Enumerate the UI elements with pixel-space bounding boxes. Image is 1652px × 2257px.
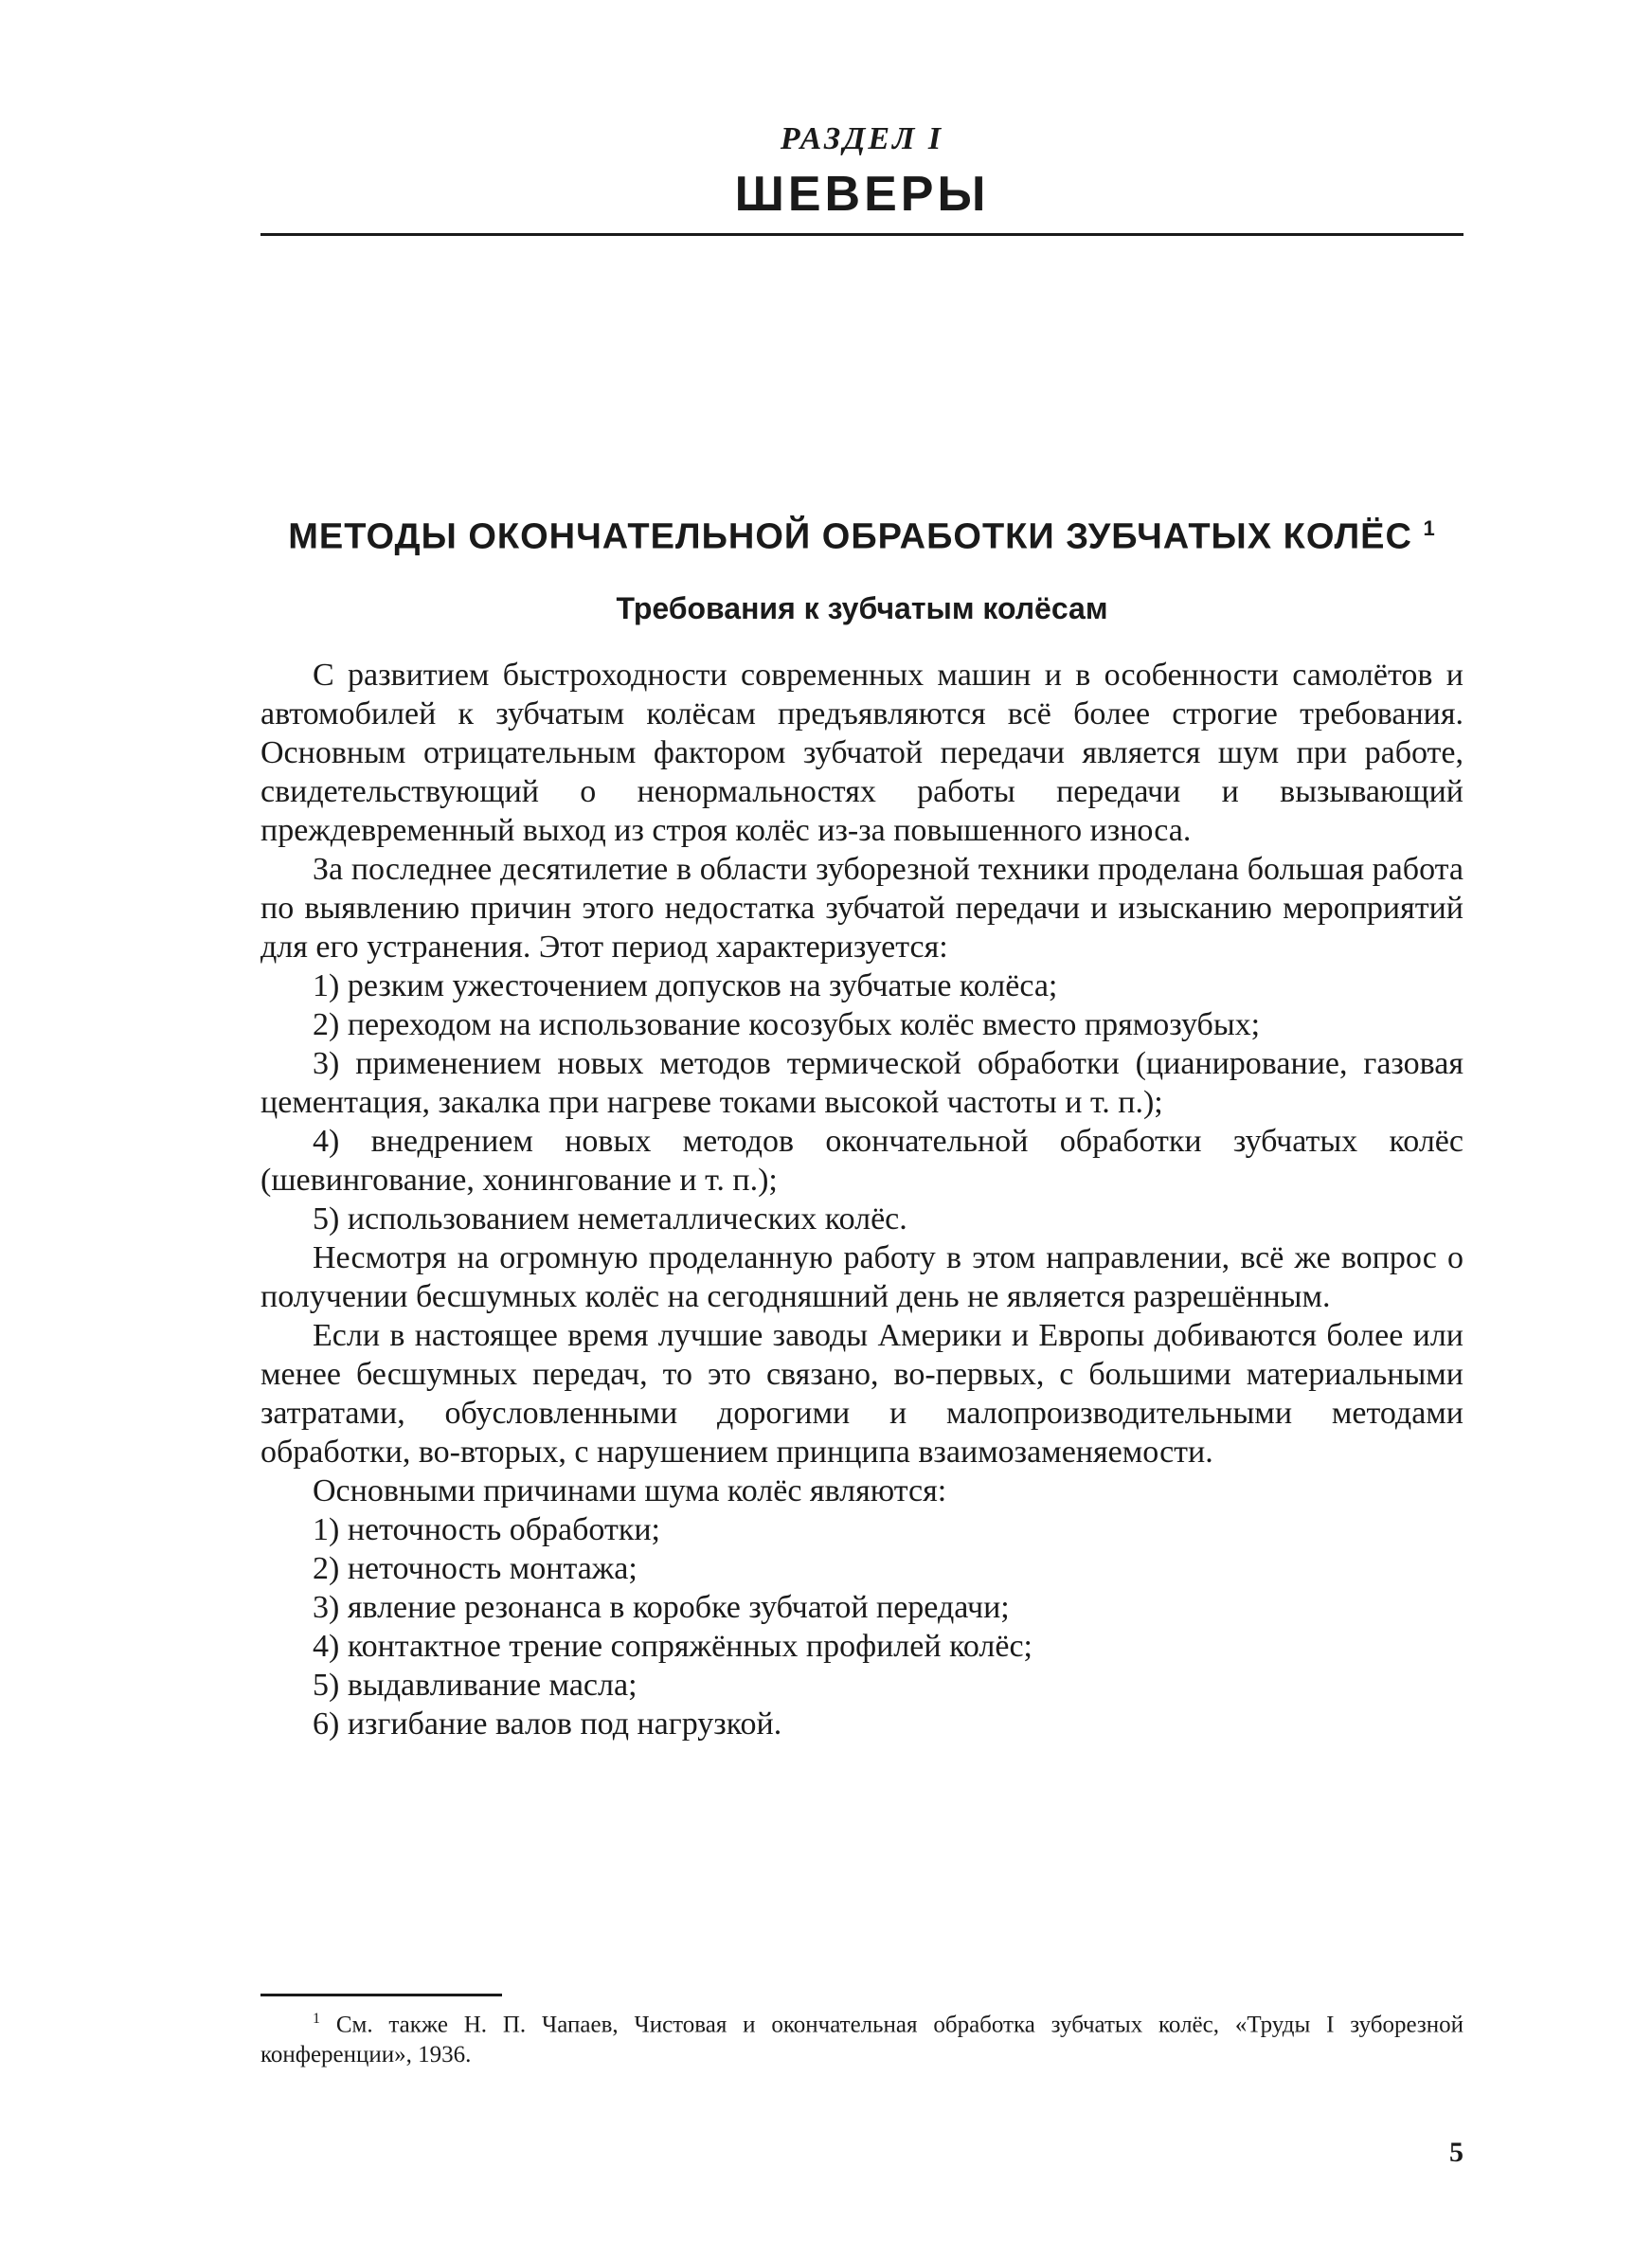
list-item: 3) применением новых методов термической обработки (цианирование, газовая цементация, закалка при нагреве токами высокой частоты и т. п.); [260, 1046, 1463, 1120]
list-item: 5) использованием неметаллических колёс. [313, 1201, 907, 1237]
list-item: 2) переходом на использование косозубых колёс вместо прямозубых; [313, 1007, 1261, 1042]
list-item: 1) резким ужесточением допусков на зубчатые колёса; [313, 968, 1058, 1003]
chapter-title-text: МЕТОДЫ ОКОНЧАТЕЛЬНОЙ ОБРАБОТКИ ЗУБЧАТЫХ КОЛЁС [288, 516, 1412, 557]
footnote-rule [260, 1994, 502, 1996]
paragraph: С развитием быстроходности современных машин и в особенности самолётов и автомобилей к зубчатым колёсам предъявляются всё более строгие требования. Основным отрицательным фактором зубчатой передачи является шум при работе, свидетельствующий о ненормальностях работы передачи и вызывающий преждевременный выход из строя колёс из-за повышенного износа. [260, 658, 1463, 848]
header-rule [260, 233, 1463, 236]
body-text [260, 656, 1463, 1743]
paragraph: Основными причинами шума колёс являются: [313, 1473, 947, 1508]
paragraph: Если в настоящее время лучшие заводы Америки и Европы добиваются более или менее бесшумных передач, то это связано, во-первых, с большими материальными затратами, обусловленными дорогими и малопроизводительными методами обработки, во-вторых, с нарушением принципа взаимозаменяемости. [260, 1318, 1463, 1470]
list-item: 5) выдавливание масла; [313, 1668, 637, 1703]
list-item: 4) внедрением новых методов окончательной обработки зубчатых колёс (шевингование, хонингование и т. п.); [260, 1124, 1463, 1198]
list-item: 3) явление резонанса в коробке зубчатой передачи; [313, 1590, 1010, 1625]
footnote [260, 2004, 1463, 2070]
chapter-subtitle: Требования к зубчатым колёсам [616, 591, 1108, 625]
section-title: ШЕВЕРЫ [734, 167, 990, 222]
paragraph: Несмотря на огромную проделанную работу в этом направлении, всё же вопрос о получении бесшумных колёс на сегодняшний день не является разрешённым. [260, 1240, 1463, 1314]
section-label: РАЗДЕЛ I [780, 121, 944, 156]
page-number: 5 [1449, 2137, 1463, 2168]
paragraph: За последнее десятилетие в области зуборезной техники проделана большая работа по выявлению причин этого недостатка зубчатой передачи и изысканию мероприятий для его устранения. Этот период характеризуется: [260, 852, 1463, 965]
footnote-marker: 1 [313, 2011, 320, 2027]
list-item: 1) неточность обработки; [313, 1512, 660, 1547]
list-item: 6) изгибание валов под нагрузкой. [313, 1706, 782, 1742]
list-item: 2) неточность монтажа; [313, 1551, 637, 1586]
chapter-footnote-marker[interactable]: 1 [1423, 516, 1436, 540]
chapter-title [260, 516, 1463, 558]
list-item: 4) контактное трение сопряжённых профилей колёс; [313, 1629, 1033, 1664]
footnote-text: См. также Н. П. Чапаев, Чистовая и окончательная обработка зубчатых колёс, «Труды I зуборезной конференции», 1936. [260, 2012, 1463, 2068]
